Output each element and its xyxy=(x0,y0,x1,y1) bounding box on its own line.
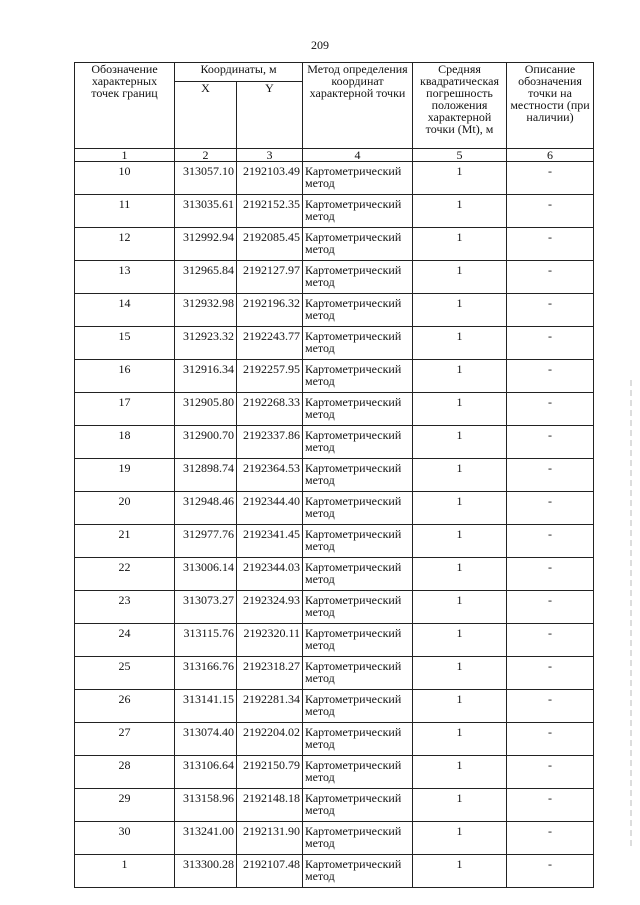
point-cell: 23 xyxy=(75,591,175,624)
table-row xyxy=(75,789,594,822)
x-coordinate-cell: 312923.32 xyxy=(175,327,237,360)
y-coordinate-cell: 2192268.33 xyxy=(237,393,303,426)
header-y: Y xyxy=(237,82,303,149)
method-cell: Картометрический метод xyxy=(303,426,413,459)
point-cell: 28 xyxy=(75,756,175,789)
error-cell: 1 xyxy=(413,690,507,723)
error-cell: 1 xyxy=(413,855,507,888)
method-cell: Картометрический метод xyxy=(303,525,413,558)
table-row xyxy=(75,327,594,360)
table-row xyxy=(75,591,594,624)
y-coordinate-cell: 2192281.34 xyxy=(237,690,303,723)
table-row xyxy=(75,624,594,657)
error-cell: 1 xyxy=(413,294,507,327)
error-cell: 1 xyxy=(413,822,507,855)
description-cell: - xyxy=(507,657,594,690)
description-cell: - xyxy=(507,591,594,624)
method-cell: Картометрический метод xyxy=(303,657,413,690)
column-number: 4 xyxy=(303,149,413,162)
y-coordinate-cell: 2192364.53 xyxy=(237,459,303,492)
x-coordinate-cell: 313115.76 xyxy=(175,624,237,657)
error-cell: 1 xyxy=(413,459,507,492)
error-cell: 1 xyxy=(413,327,507,360)
description-cell: - xyxy=(507,327,594,360)
y-coordinate-cell: 2192337.86 xyxy=(237,426,303,459)
table-row xyxy=(75,261,594,294)
error-cell: 1 xyxy=(413,492,507,525)
y-coordinate-cell: 2192243.77 xyxy=(237,327,303,360)
error-cell: 1 xyxy=(413,624,507,657)
point-cell: 13 xyxy=(75,261,175,294)
error-cell: 1 xyxy=(413,723,507,756)
x-coordinate-cell: 313158.96 xyxy=(175,789,237,822)
error-cell: 1 xyxy=(413,228,507,261)
table-row xyxy=(75,228,594,261)
y-coordinate-cell: 2192318.27 xyxy=(237,657,303,690)
point-cell: 11 xyxy=(75,195,175,228)
method-cell: Картометрический метод xyxy=(303,195,413,228)
table-row xyxy=(75,360,594,393)
column-number: 2 xyxy=(175,149,237,162)
table-row xyxy=(75,393,594,426)
point-cell: 12 xyxy=(75,228,175,261)
error-cell: 1 xyxy=(413,261,507,294)
y-coordinate-cell: 2192148.18 xyxy=(237,789,303,822)
description-cell: - xyxy=(507,261,594,294)
method-cell: Картометрический метод xyxy=(303,492,413,525)
coordinates-table xyxy=(74,62,594,888)
error-cell: 1 xyxy=(413,558,507,591)
y-coordinate-cell: 2192257.95 xyxy=(237,360,303,393)
column-number: 1 xyxy=(75,149,175,162)
error-cell: 1 xyxy=(413,195,507,228)
table-row xyxy=(75,525,594,558)
description-cell: - xyxy=(507,360,594,393)
y-coordinate-cell: 2192204.02 xyxy=(237,723,303,756)
method-cell: Картометрический метод xyxy=(303,558,413,591)
point-cell: 29 xyxy=(75,789,175,822)
y-coordinate-cell: 2192150.79 xyxy=(237,756,303,789)
table-row xyxy=(75,657,594,690)
description-cell: - xyxy=(507,822,594,855)
error-cell: 1 xyxy=(413,756,507,789)
method-cell: Картометрический метод xyxy=(303,327,413,360)
method-cell: Картометрический метод xyxy=(303,591,413,624)
y-coordinate-cell: 2192320.11 xyxy=(237,624,303,657)
point-cell: 21 xyxy=(75,525,175,558)
x-coordinate-cell: 312992.94 xyxy=(175,228,237,261)
header-error: Средняя квадратическая погрешность положения характерной точки (Mt), м xyxy=(413,63,507,149)
description-cell: - xyxy=(507,756,594,789)
point-cell: 20 xyxy=(75,492,175,525)
column-number: 3 xyxy=(237,149,303,162)
point-cell: 19 xyxy=(75,459,175,492)
point-cell: 26 xyxy=(75,690,175,723)
method-cell: Картометрический метод xyxy=(303,723,413,756)
table-row xyxy=(75,195,594,228)
x-coordinate-cell: 313035.61 xyxy=(175,195,237,228)
x-coordinate-cell: 312932.98 xyxy=(175,294,237,327)
error-cell: 1 xyxy=(413,426,507,459)
x-coordinate-cell: 313300.28 xyxy=(175,855,237,888)
y-coordinate-cell: 2192103.49 xyxy=(237,162,303,195)
method-cell: Картометрический метод xyxy=(303,756,413,789)
description-cell: - xyxy=(507,723,594,756)
header-description: Описание обозначения точки на местности (при наличии) xyxy=(507,63,594,149)
table-row xyxy=(75,855,594,888)
method-cell: Картометрический метод xyxy=(303,261,413,294)
x-coordinate-cell: 312916.34 xyxy=(175,360,237,393)
table-row xyxy=(75,294,594,327)
header-designation: Обозначение характерных точек границ xyxy=(75,63,175,149)
y-coordinate-cell: 2192152.35 xyxy=(237,195,303,228)
method-cell: Картометрический метод xyxy=(303,789,413,822)
description-cell: - xyxy=(507,459,594,492)
column-number-row xyxy=(75,149,594,162)
point-cell: 18 xyxy=(75,426,175,459)
method-cell: Картометрический метод xyxy=(303,393,413,426)
scan-edge-mark xyxy=(630,380,632,850)
error-cell: 1 xyxy=(413,789,507,822)
table-row xyxy=(75,162,594,195)
error-cell: 1 xyxy=(413,360,507,393)
x-coordinate-cell: 313074.40 xyxy=(175,723,237,756)
x-coordinate-cell: 313073.27 xyxy=(175,591,237,624)
x-coordinate-cell: 312977.76 xyxy=(175,525,237,558)
table-row xyxy=(75,426,594,459)
method-cell: Картометрический метод xyxy=(303,162,413,195)
point-cell: 16 xyxy=(75,360,175,393)
error-cell: 1 xyxy=(413,591,507,624)
x-coordinate-cell: 313057.10 xyxy=(175,162,237,195)
method-cell: Картометрический метод xyxy=(303,855,413,888)
x-coordinate-cell: 313241.00 xyxy=(175,822,237,855)
description-cell: - xyxy=(507,228,594,261)
y-coordinate-cell: 2192127.97 xyxy=(237,261,303,294)
description-cell: - xyxy=(507,393,594,426)
method-cell: Картометрический метод xyxy=(303,228,413,261)
header-x: X xyxy=(175,82,237,149)
description-cell: - xyxy=(507,294,594,327)
x-coordinate-cell: 313141.15 xyxy=(175,690,237,723)
description-cell: - xyxy=(507,690,594,723)
x-coordinate-cell: 313166.76 xyxy=(175,657,237,690)
table-body xyxy=(75,162,594,888)
x-coordinate-cell: 312900.70 xyxy=(175,426,237,459)
x-coordinate-cell: 313106.64 xyxy=(175,756,237,789)
x-coordinate-cell: 312948.46 xyxy=(175,492,237,525)
header-method: Метод определения координат характерной точки xyxy=(303,63,413,149)
point-cell: 30 xyxy=(75,822,175,855)
y-coordinate-cell: 2192344.40 xyxy=(237,492,303,525)
method-cell: Картометрический метод xyxy=(303,822,413,855)
y-coordinate-cell: 2192341.45 xyxy=(237,525,303,558)
point-cell: 10 xyxy=(75,162,175,195)
y-coordinate-cell: 2192085.45 xyxy=(237,228,303,261)
error-cell: 1 xyxy=(413,525,507,558)
method-cell: Картометрический метод xyxy=(303,690,413,723)
error-cell: 1 xyxy=(413,657,507,690)
header-coordinates: Координаты, м xyxy=(175,63,303,82)
table-row xyxy=(75,756,594,789)
description-cell: - xyxy=(507,525,594,558)
point-cell: 25 xyxy=(75,657,175,690)
description-cell: - xyxy=(507,558,594,591)
y-coordinate-cell: 2192196.32 xyxy=(237,294,303,327)
x-coordinate-cell: 312905.80 xyxy=(175,393,237,426)
table-row xyxy=(75,459,594,492)
method-cell: Картометрический метод xyxy=(303,624,413,657)
page-number: 209 xyxy=(311,38,329,52)
point-cell: 1 xyxy=(75,855,175,888)
description-cell: - xyxy=(507,624,594,657)
x-coordinate-cell: 313006.14 xyxy=(175,558,237,591)
y-coordinate-cell: 2192107.48 xyxy=(237,855,303,888)
description-cell: - xyxy=(507,789,594,822)
point-cell: 15 xyxy=(75,327,175,360)
method-cell: Картометрический метод xyxy=(303,459,413,492)
point-cell: 22 xyxy=(75,558,175,591)
point-cell: 14 xyxy=(75,294,175,327)
description-cell: - xyxy=(507,855,594,888)
table-row xyxy=(75,723,594,756)
description-cell: - xyxy=(507,162,594,195)
y-coordinate-cell: 2192131.90 xyxy=(237,822,303,855)
point-cell: 27 xyxy=(75,723,175,756)
x-coordinate-cell: 312898.74 xyxy=(175,459,237,492)
point-cell: 24 xyxy=(75,624,175,657)
method-cell: Картометрический метод xyxy=(303,360,413,393)
description-cell: - xyxy=(507,195,594,228)
y-coordinate-cell: 2192324.93 xyxy=(237,591,303,624)
table-row xyxy=(75,558,594,591)
x-coordinate-cell: 312965.84 xyxy=(175,261,237,294)
point-cell: 17 xyxy=(75,393,175,426)
table-row xyxy=(75,492,594,525)
description-cell: - xyxy=(507,426,594,459)
description-cell: - xyxy=(507,492,594,525)
table-row xyxy=(75,822,594,855)
error-cell: 1 xyxy=(413,393,507,426)
column-number: 6 xyxy=(507,149,594,162)
error-cell: 1 xyxy=(413,162,507,195)
column-number: 5 xyxy=(413,149,507,162)
method-cell: Картометрический метод xyxy=(303,294,413,327)
y-coordinate-cell: 2192344.03 xyxy=(237,558,303,591)
table-row xyxy=(75,690,594,723)
